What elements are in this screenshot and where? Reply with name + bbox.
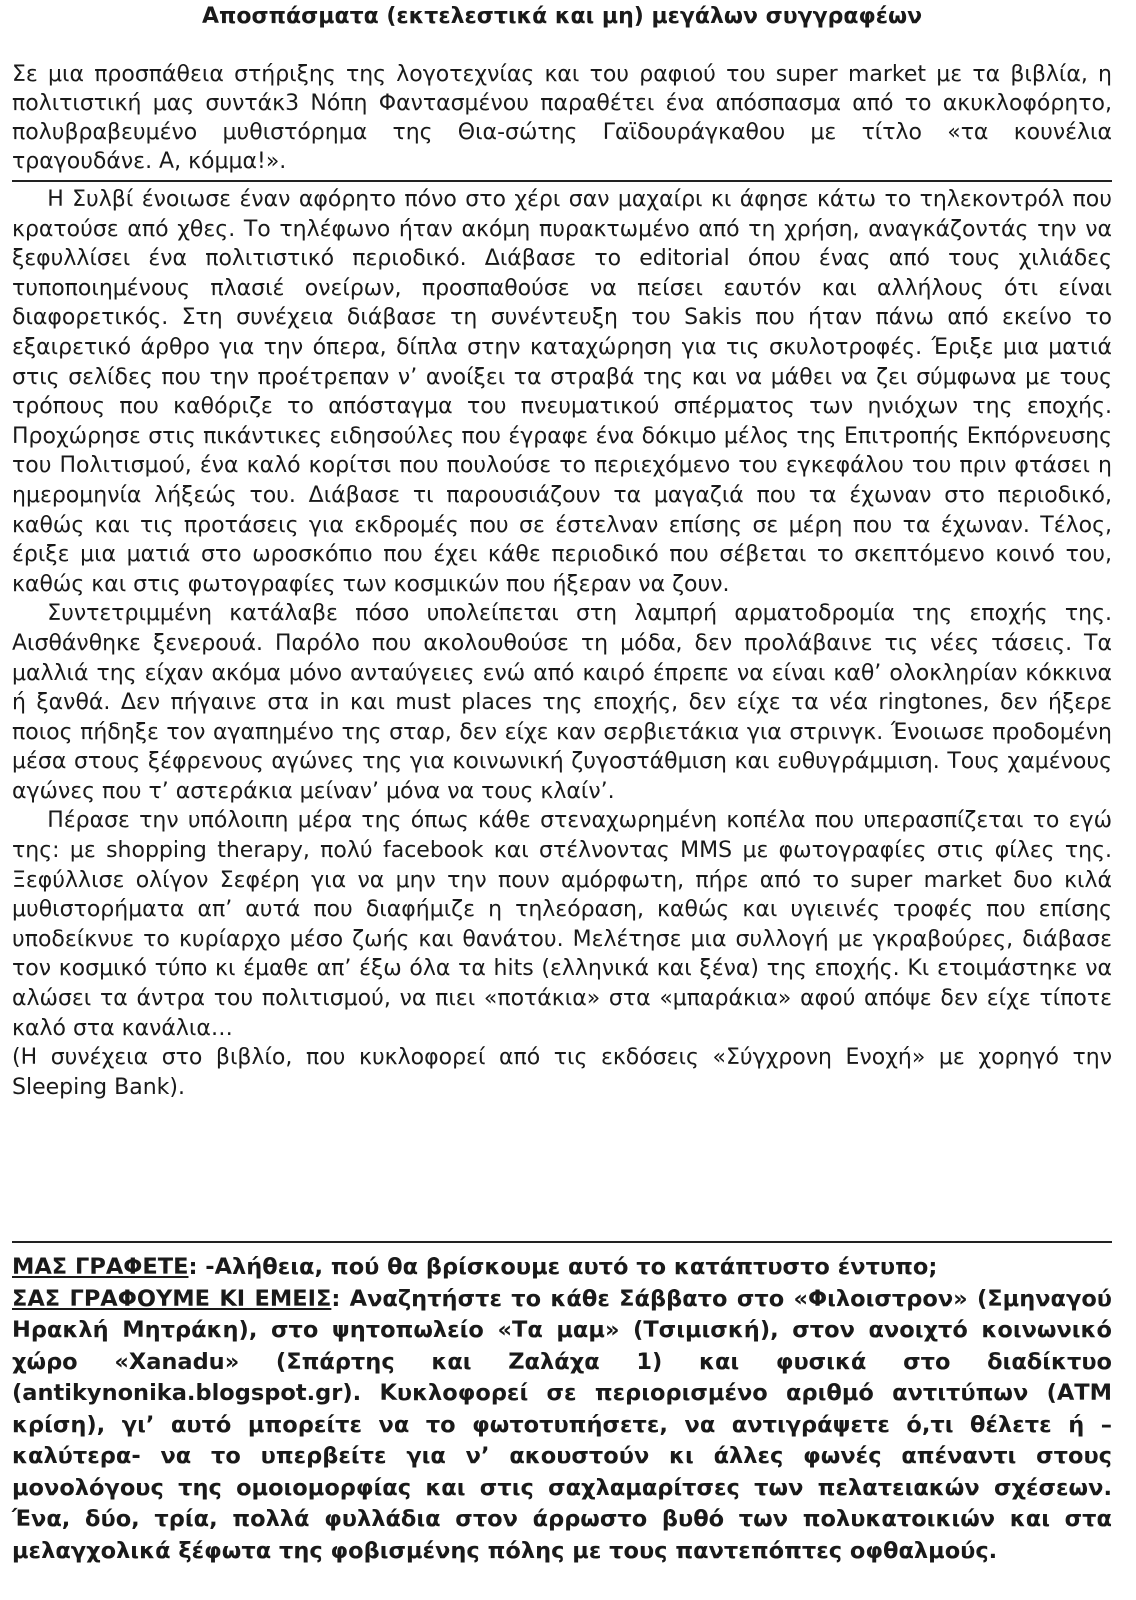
bottom-divider [12,1241,1112,1243]
story-paragraph-1: Η Συλβί ένοιωσε έναν αφόρητο πόνο στο χέρι σαν μαχαίρι κι άφησε κάτω το τηλεκοντρόλ που κρατούσε από χθες. Το τηλέφωνο ήταν ακόμη πυρακτωμένο από τη χρήση, αναγκάζοντάς την να ξεφυλλίσει ένα πολιτιστικό περιοδικό. Διάβασε το editorial όπου ένας από τους χιλιάδες τυποποιημένους πλασιέ ονείρων, προσπαθούσε να πείσει εαυτόν και αλλήλους ότι είναι διαφορετικός. Στη συνέχεια διάβασε τη συνέντευξη του Sakis που ήταν πάνω από εκείνο το εξαιρετικό άρθρο για την όπερα, δίπλα στην καταχώρηση για τις σκυλοτροφές. Έριξε μια ματιά στις σελίδες που την προέτρεπαν ν’ ανοίξει τα στραβά της και να μάθει να ζει σύμφωνα με τους τρόπους που καθόριζε το απόσταγμα του πνευματικού σπέρματος των ηνιόχων της εποχής. Προχώρησε στις πικάντικες ειδησούλες που έγραφε ένα δόκιμο μέλος της Επιτροπής Εκπόρνευσης του Πολιτισμού, ένα καλό κορίτσι που πουλούσε το περιεχόμενο του εγκεφάλου του πριν φτάσει η ημερομηνία λήξεώς του. Διάβασε τι παρουσιάζουν τα μαγαζιά που τα έχωναν στο περιοδικό, καθώς και τις προτάσεις για εκδρομές που σε έστελναν επίσης σε μέρη που τα έχωναν. Τέλος, έριξε μια ματιά στο ωροσκόπιο που έχει κάθε περιοδικό που σέβεται το σκεπτόμενο κοινό του, καθώς και στις φωτογραφίες των κοσμικών που ήξεραν να ζουν. [12,187,1112,597]
story-paragraph-3: Πέρασε την υπόλοιπη μέρα της όπως κάθε στεναχωρημένη κοπέλα που υπερασπίζεται το εγώ της: με shopping therapy, πολύ facebook και στέλνοντας MMS με φωτογραφίες στις φίλες της. Ξεφύλλισε ολίγον Σεφέρη για να μην την πουν αμόρφωτη, πήρε από το super market δυο κιλά μυθιστορήματα απ’ αυτά που διαφήμιζε η τηλεόραση, καθώς και υγιεινές τροφές που επίσης υποδείκνυε το κυρίαρχο μέσο ζωής και θανάτου. Μελέτησε μια συλλογή με γκραβούρες, διάβασε τον κοσμικό τύπο κι έμαθε απ’ έξω όλα τα hits (ελληνικά και ξένα) της εποχής. Κι ετοιμάστηκε να αλώσει τα άντρα του πολιτισμού, να πιει «ποτάκια» στα «μπαράκια» αφού απόψε δεν είχε τίποτε καλό στα κανάλια… [12,808,1112,1041]
letters-section [12,1252,1112,1567]
closing-note: (Η συνέχεια στο βιβλίο, που κυκλοφορεί από τις εκδόσεις «Σύγχρονη Ενοχή» με χορηγό την Sleeping Bank). [12,1045,1112,1100]
article-title: Αποσπάσματα (εκτελεστικά και μη) μεγάλων συγγραφέων [201,4,923,29]
editor-answer [12,1284,1112,1568]
answer-label: ΣΑΣ ΓΡΑΦΟΥΜΕ ΚΙ ΕΜΕΙΣ [12,1285,332,1312]
question-text: : -Αλήθεια, πού θα βρίσκουμε αυτό το κατάπτυστο έντυπο; [188,1254,938,1280]
question-label: ΜΑΣ ΓΡΑΦΕΤΕ [12,1254,189,1280]
article-intro: Σε μια προσπάθεια στήριξης της λογοτεχνίας και του ραφιού του super market με τα βιβλία, η πολιτιστική μας συντάκ3 Νόπη Φαντασμένου παραθέτει ένα απόσπασμα από το ακυκλοφόρητο, πολυβραβευμένο μυθιστόρημα της Θια-σώτης Γαϊδουράγκαθου με τίτλο «τα κουνέλια τραγουδάνε. Α, κόμμα!». [12,62,1112,174]
top-divider [12,180,1112,182]
story-paragraph-2: Συντετριμμένη κατάλαβε πόσο υπολείπεται στη λαμπρή αρματοδρομία της εποχής της. Αισθάνθηκε ξενερουά. Παρόλο που ακολουθούσε τη μόδα, δεν προλάβαινε τις νέες τάσεις. Τα μαλλιά της είχαν ακόμα μόνο ανταύγειες ενώ από καιρό έπρεπε να είναι καθ’ ολοκληρίαν κόκκινα ή ξανθά. Δεν πήγαινε στα in και must places της εποχής, δεν είχε τα νέα ringtones, δεν ήξερε ποιος πήδηξε τον αγαπημένο της σταρ, δεν είχε καν σερβιετάκια για στρινγκ. Ένοιωσε προδομένη μέσα στους ξέφρενους αγώνες της για κοινωνική ζυγοστάθμιση και ευθυγράμμιση. Τους χαμένους αγώνες που τ’ αστεράκια μείναν’ μόνα να τους κλαίν’. [12,601,1112,804]
reader-question [12,1252,1112,1284]
story-body [12,185,1112,1102]
answer-text: : Αναζητήστε το κάθε Σάββατο στο «Φιλοιστρον» (Σμηναγού Ηρακλή Μητράκη), στο ψητοπωλείο «Τα μαμ» (Τσιμισκή), στον ανοιχτό κοινωνικό χώρο «Xanadu» (Σπάρτης και Ζαλάχα 1) και φυσικά στο διαδίκτυο (antikynonika.blogspot.gr). Κυκλοφορεί σε περιορισμένο αριθμό αντιτύπων (ΑΤΜ κρίση), γι’ αυτό μπορείτε να το φωτοτυπήσετε, να αντιγράψετε ό,τι θέλετε ή –καλύτερα- να το υπερβείτε για ν’ ακουστούν κι άλλες φωνές απέναντι στους μονολόγους της ομοιομορφίας και στις σαχλαμαρίτσες των πελατειακών σχέσεων. Ένα, δύο, τρία, πολλά φυλλάδια στον άρρωστο βυθό των πολυκατοικιών και στα μελαγχολικά ξέφωτα της φοβισμένης πόλης με τους παντεπόπτες οφθαλμούς. [12,1285,1112,1564]
document-page [12,0,1112,1600]
